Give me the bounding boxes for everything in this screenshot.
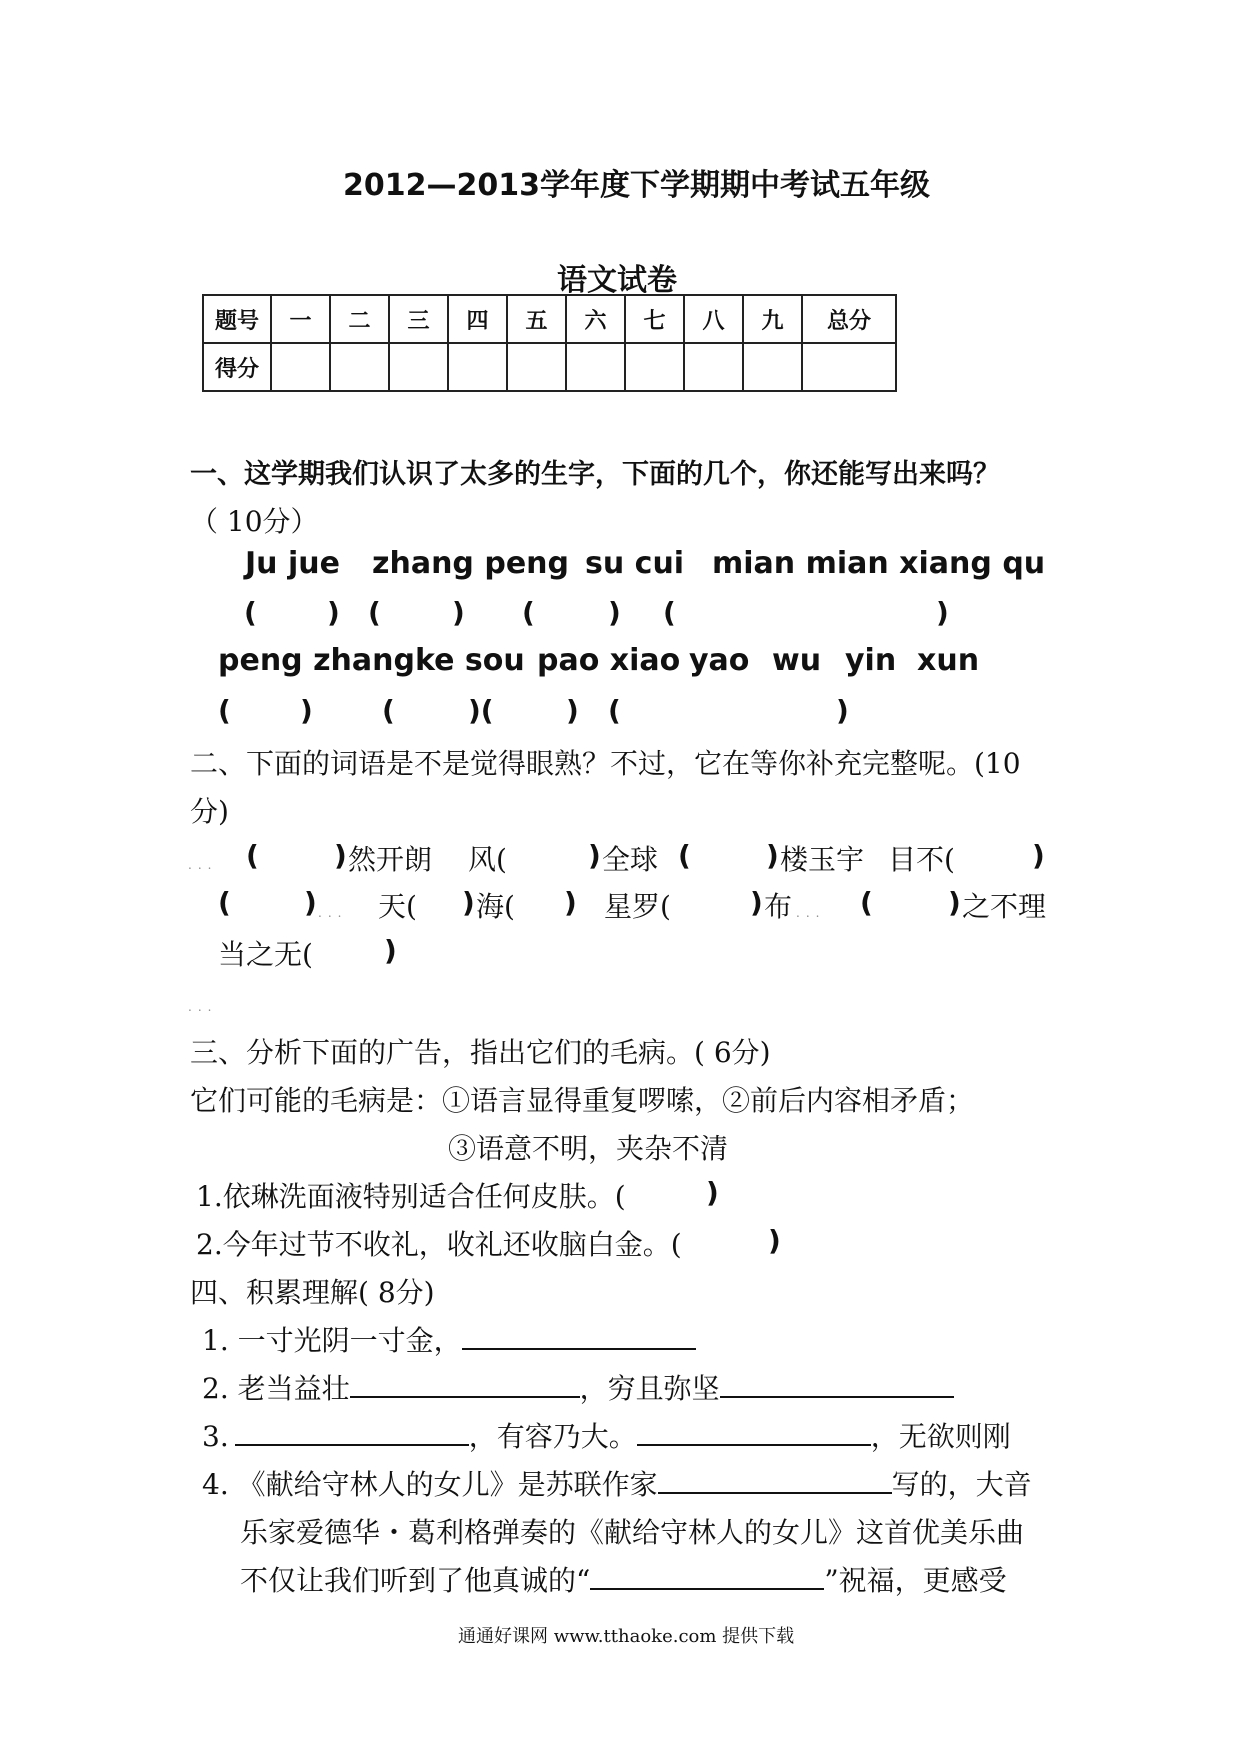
pinyin: zhang peng (372, 546, 569, 581)
answer-blank[interactable] (637, 1416, 871, 1446)
answer-blank[interactable] (235, 1416, 469, 1446)
answer-blank[interactable] (658, 1464, 892, 1494)
q1-heading: 一、这学期我们认识了太多的生字，下面的几个，你还能写出来吗？ (190, 459, 1000, 490)
answer-paren[interactable]: ) (766, 839, 779, 872)
word-fill: 布 (764, 890, 793, 923)
answer-paren[interactable]: ) (566, 694, 579, 727)
q4-item-4-cont: 乐家爱德华・葛利格弹奏的《献给守林人的女儿》这首优美乐曲 (240, 1516, 1025, 1549)
q4-heading: 四、积累理解( 8分) (190, 1276, 435, 1309)
word-fill: 然开朗 (348, 843, 433, 876)
score-table-cell: 八 (684, 295, 743, 343)
answer-blank[interactable] (350, 1368, 580, 1398)
pinyin: peng zhang (218, 643, 415, 678)
word-fill: 楼玉宇 (780, 843, 865, 876)
pinyin: Ju jue (245, 546, 340, 581)
score-table-header-row (203, 295, 896, 343)
q4-item-3-text: 3. (202, 1420, 229, 1453)
answer-paren[interactable]: )( (468, 694, 494, 727)
answer-paren[interactable]: ) (304, 886, 317, 919)
q4-item-3-text: ，无欲则刚 (870, 1420, 1011, 1453)
score-table-cell: 总分 (802, 295, 896, 343)
answer-paren[interactable]: ) (706, 1176, 719, 1209)
word-fill: 全球 (602, 843, 659, 876)
answer-paren[interactable]: ) (300, 694, 313, 727)
q4-item-2 (202, 1367, 954, 1407)
word-fill: 海( (476, 890, 515, 923)
q3-options-line2: ③语意不明，夹杂不清 (448, 1132, 729, 1165)
answer-paren[interactable]: ( (608, 694, 621, 727)
pinyin: yin (845, 643, 897, 678)
q4-item-2-text: ，穷且弥坚 (579, 1372, 720, 1405)
q4-item-4-text: ”祝福，更感受 (824, 1564, 1007, 1597)
score-input-cell[interactable] (507, 343, 566, 391)
q3-item-2: 2.今年过节不收礼，收礼还收脑白金。( (196, 1228, 682, 1261)
score-table-cell: 九 (743, 295, 802, 343)
pinyin: mian mian xiang qu (712, 546, 1046, 581)
answer-paren[interactable]: ( (368, 596, 381, 629)
score-input-cell[interactable] (330, 343, 389, 391)
q2-heading: 二、下面的词语是不是觉得眼熟？不过，它在等你补充完整呢。(10 (190, 747, 1021, 780)
answer-paren[interactable]: ) (462, 886, 475, 919)
answer-blank[interactable] (462, 1320, 696, 1350)
score-table-cell: 四 (448, 295, 507, 343)
pinyin: wu (772, 643, 822, 678)
answer-paren[interactable]: ( (246, 839, 259, 872)
score-table-cell: 题号 (203, 295, 271, 343)
score-table-cell: 三 (389, 295, 448, 343)
q4-item-1 (202, 1319, 696, 1359)
answer-blank[interactable] (590, 1560, 824, 1590)
page-subtitle: 语文试卷 (557, 263, 677, 298)
decorative-dots: ... (796, 906, 826, 920)
answer-paren[interactable]: ) (334, 839, 347, 872)
page-footer: 通通好课网 www.tthaoke.com 提供下载 (458, 1626, 795, 1647)
score-table-score-row (203, 343, 896, 391)
q1-points: （ 10分） (190, 505, 319, 538)
score-table-cell: 二 (330, 295, 389, 343)
pinyin: pao xiao (537, 643, 681, 678)
decorative-dots: ... (318, 906, 348, 920)
q4-item-3-text: ，有容乃大。 (468, 1420, 637, 1453)
word-fill: 天( (378, 890, 417, 923)
answer-paren[interactable]: ( (860, 886, 873, 919)
score-input-cell[interactable] (566, 343, 625, 391)
q4-item-2-text: 2. 老当益壮 (202, 1372, 350, 1405)
answer-paren[interactable]: ( (522, 596, 535, 629)
score-input-cell[interactable] (743, 343, 802, 391)
q3-options-line1: 它们可能的毛病是：①语言显得重复啰嗦，②前后内容相矛盾； (190, 1084, 975, 1117)
answer-paren[interactable]: ) (384, 934, 397, 967)
q4-item-4-text: 不仅让我们听到了他真诚的“ (240, 1564, 591, 1597)
q4-item-4-text: 写的，大音 (891, 1468, 1032, 1501)
answer-paren[interactable]: ( (663, 596, 676, 629)
answer-paren[interactable]: ) (948, 886, 961, 919)
score-input-cell[interactable] (448, 343, 507, 391)
answer-paren[interactable]: ) (1032, 839, 1045, 872)
q4-item-1-text: 1. 一寸光阴一寸金， (202, 1324, 462, 1357)
answer-paren[interactable]: ) (608, 596, 621, 629)
score-table-cell: 五 (507, 295, 566, 343)
score-table-cell: 一 (271, 295, 330, 343)
answer-paren[interactable]: ( (678, 839, 691, 872)
answer-paren[interactable]: ( (382, 694, 395, 727)
pinyin: su cui (585, 546, 685, 581)
answer-paren[interactable]: ( (218, 694, 231, 727)
decorative-dots: ... (188, 1000, 218, 1014)
decorative-dots: ... (188, 858, 218, 872)
score-table-cell: 七 (625, 295, 684, 343)
answer-paren[interactable]: ) (936, 596, 949, 629)
score-input-cell[interactable] (271, 343, 330, 391)
page-title: 2012—2013学年度下学期期中考试五年级 (343, 168, 930, 203)
score-input-cell[interactable] (802, 343, 896, 391)
pinyin: xun (917, 643, 980, 678)
q2-heading-cont: 分) (190, 795, 229, 828)
q4-item-4 (202, 1463, 1032, 1503)
answer-paren[interactable]: ( (218, 886, 231, 919)
q3-item-1: 1.依琳洗面液特别适合任何皮肤。( (196, 1180, 626, 1213)
word-fill: 当之无( (218, 938, 313, 971)
word-fill: 风( (468, 843, 507, 876)
score-table-cell: 六 (566, 295, 625, 343)
q4-item-4-cont (240, 1559, 1007, 1599)
word-fill: 星罗( (604, 890, 671, 923)
answer-paren[interactable]: ) (750, 886, 763, 919)
pinyin: ke sou (415, 643, 525, 678)
q4-item-3 (202, 1415, 1011, 1455)
score-table (202, 294, 897, 392)
score-input-cell[interactable] (625, 343, 684, 391)
answer-paren[interactable]: ) (588, 839, 601, 872)
q4-item-4-text: 4. 《献给守林人的女儿》是苏联作家 (202, 1468, 658, 1501)
word-fill: 之不理 (962, 890, 1047, 923)
answer-blank[interactable] (720, 1368, 954, 1398)
answer-paren[interactable]: ) (836, 694, 849, 727)
answer-paren[interactable]: ) (564, 886, 577, 919)
answer-paren[interactable]: ) (768, 1224, 781, 1257)
answer-paren[interactable]: ) (452, 596, 465, 629)
answer-paren[interactable]: ( (244, 596, 257, 629)
score-input-cell[interactable] (389, 343, 448, 391)
pinyin: yao (689, 643, 750, 678)
score-input-cell[interactable] (684, 343, 743, 391)
q3-heading: 三、分析下面的广告，指出它们的毛病。( 6分) (190, 1036, 771, 1069)
word-fill: 目不( (888, 843, 955, 876)
score-table-cell: 得分 (203, 343, 271, 391)
answer-paren[interactable]: ) (327, 596, 340, 629)
